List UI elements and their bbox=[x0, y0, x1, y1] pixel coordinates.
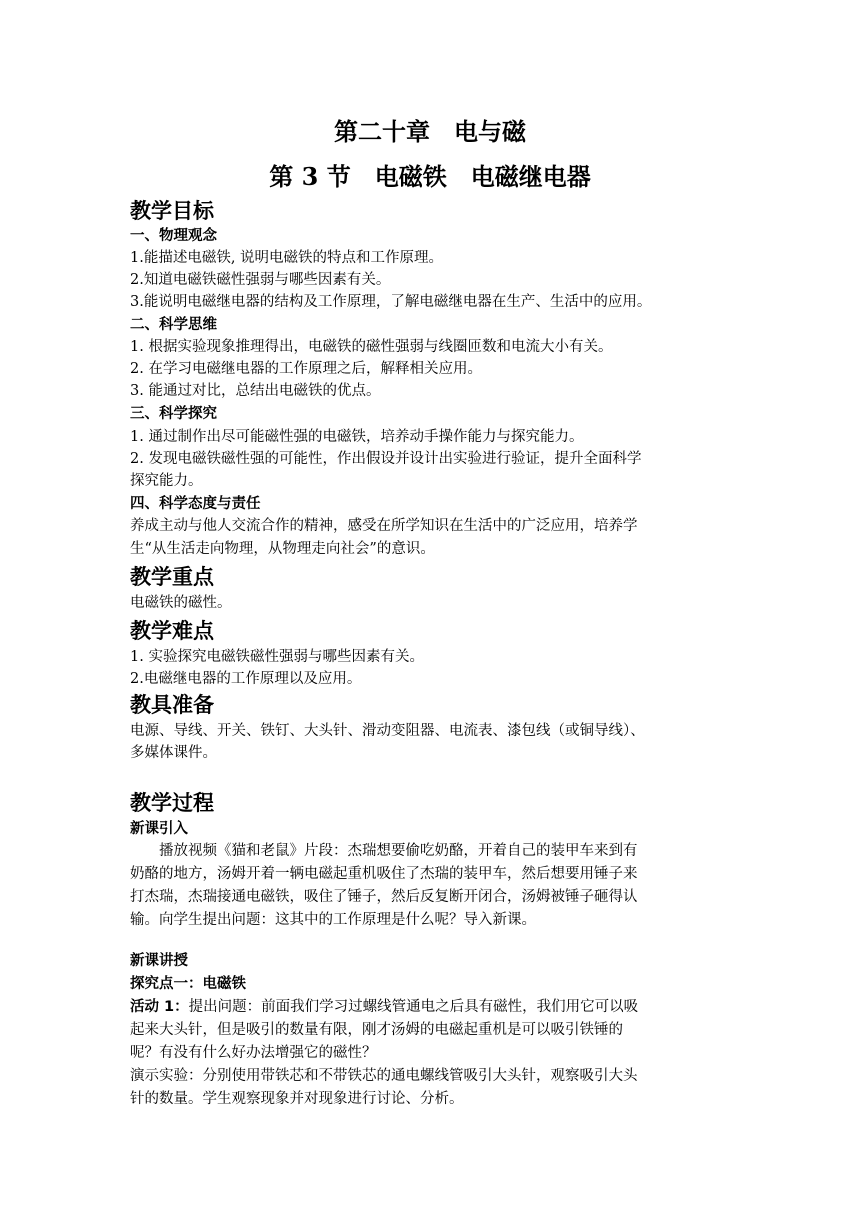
activity-line: 演示实验：分别使用带铁芯和不带铁芯的通电螺线管吸引大头针，观察吸引大头 bbox=[130, 1068, 638, 1084]
activity-label: 活动 1： bbox=[130, 999, 189, 1015]
scientific-inquiry-heading: 三、科学探究 bbox=[130, 406, 217, 422]
objective-item: 2.知道电磁铁磁性强弱与哪些因素有关。 bbox=[130, 272, 391, 288]
activity-text: 提出问题：前面我们学习过螺线管通电之后具有磁性，我们用它可以吸 bbox=[188, 999, 639, 1015]
materials-line: 多媒体课件。 bbox=[130, 745, 217, 761]
objectives-heading: 教学目标 bbox=[130, 199, 214, 223]
objective-item: 1. 通过制作出尽可能磁性强的电磁铁，培养动手操作能力与探究能力。 bbox=[130, 429, 584, 445]
intro-heading: 新课引入 bbox=[130, 821, 188, 837]
point1-heading: 探究点一：电磁铁 bbox=[130, 976, 246, 992]
activity-line: 呢？有没有什么好办法增强它的磁性？ bbox=[130, 1045, 377, 1061]
attitude-heading: 四、科学态度与责任 bbox=[130, 496, 261, 512]
objective-item: 2. 发现电磁铁磁性强的可能性，作出假设并设计出实验进行验证，提升全面科学 bbox=[130, 451, 642, 467]
materials-heading: 教具准备 bbox=[130, 693, 214, 717]
chapter-title: 第二十章 电与磁 bbox=[334, 117, 526, 146]
intro-line: 输。向学生提出问题：这其中的工作原理是什么呢？导入新课。 bbox=[130, 912, 536, 928]
attitude-line: 生“从生活走向物理，从物理走向社会”的意识。 bbox=[130, 541, 435, 557]
intro-line: 奶酪的地方，汤姆开着一辆电磁起重机吸住了杰瑞的装甲车，然后想要用锤子来 bbox=[130, 866, 638, 882]
attitude-line: 养成主动与他人交流合作的精神，感受在所学知识在生活中的广泛应用，培养学 bbox=[130, 518, 638, 534]
activity-line: 起来大头针，但是吸引的数量有限，刚才汤姆的电磁起重机是可以吸引铁锤的 bbox=[130, 1022, 623, 1038]
materials-line: 电源、导线、开关、铁钉、大头针、滑动变阻器、电流表、漆包线（或铜导线）、 bbox=[130, 723, 645, 739]
objective-item: 2. 在学习电磁继电器的工作原理之后，解释相关应用。 bbox=[130, 361, 482, 377]
section-title: 第 3 节 电磁铁 电磁继电器 bbox=[269, 162, 591, 191]
process-heading: 教学过程 bbox=[130, 791, 214, 815]
objective-item: 3. 能通过对比，总结出电磁铁的优点。 bbox=[130, 383, 381, 399]
intro-line: 播放视频《猫和老鼠》片段：杰瑞想要偷吃奶酪，开着自己的装甲车来到有 bbox=[130, 843, 638, 859]
objective-item: 探究能力。 bbox=[130, 473, 203, 489]
activity-line: 针的数量。学生观察现象并对现象进行讨论、分析。 bbox=[130, 1091, 464, 1107]
lecture-heading: 新课讲授 bbox=[130, 953, 188, 969]
objective-item: 1.能描述电磁铁, 说明电磁铁的特点和工作原理。 bbox=[130, 250, 444, 266]
activity-line bbox=[130, 996, 638, 1018]
difficulties-heading: 教学难点 bbox=[130, 619, 214, 643]
intro-line: 打杰瑞，杰瑞接通电磁铁，吸住了锤子，然后反复断开闭合，汤姆被锤子砸得认 bbox=[130, 889, 638, 905]
key-points-text: 电磁铁的磁性。 bbox=[130, 595, 232, 611]
physics-concept-heading: 一、物理观念 bbox=[130, 228, 217, 244]
key-points-heading: 教学重点 bbox=[130, 565, 214, 589]
objective-item: 1. 根据实验现象推理得出，电磁铁的磁性强弱与线圈匝数和电流大小有关。 bbox=[130, 339, 613, 355]
scientific-thinking-heading: 二、科学思维 bbox=[130, 317, 217, 333]
difficulty-item: 2.电磁继电器的工作原理以及应用。 bbox=[130, 671, 362, 687]
difficulty-item: 1. 实验探究电磁铁磁性强弱与哪些因素有关。 bbox=[130, 649, 424, 665]
objective-item: 3.能说明电磁继电器的结构及工作原理，了解电磁继电器在生产、生活中的应用。 bbox=[130, 294, 652, 310]
